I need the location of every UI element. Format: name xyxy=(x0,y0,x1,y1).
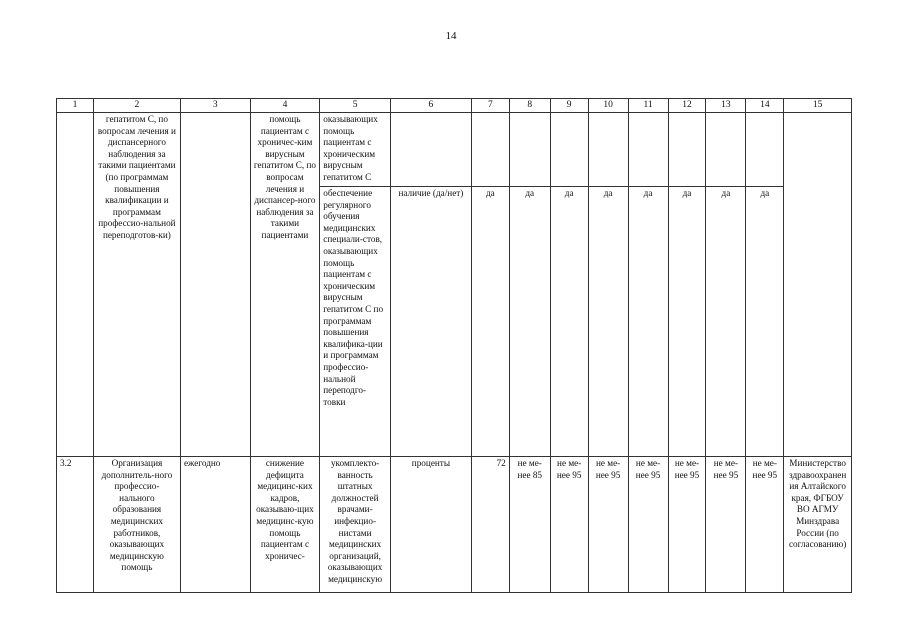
header-cell: 6 xyxy=(390,99,471,113)
header-cell: 11 xyxy=(628,99,668,113)
table-cell xyxy=(550,113,588,187)
header-cell: 12 xyxy=(668,99,706,113)
header-cell: 3 xyxy=(180,99,250,113)
table-cell: да xyxy=(550,187,588,457)
table-cell: 3.2 xyxy=(57,457,94,593)
table-cell: снижение дефицита медицинс-ких кадров, оказываю-щих медицинс-кую помощь пациентам с хроничес- xyxy=(250,457,320,593)
table-cell: да xyxy=(668,187,706,457)
table-cell: не ме-нее 95 xyxy=(668,457,706,593)
table-cell: да xyxy=(746,187,784,457)
table-cell: не ме-нее 95 xyxy=(746,457,784,593)
plan-table xyxy=(56,98,852,593)
table-cell: оказывающих помощь пациентам с хроническим вирусным гепатитом С xyxy=(320,113,391,187)
page-number: 14 xyxy=(445,30,457,42)
table-cell: Организация дополнитель-ного профессио-нального образования медицинских работников, оказывающих медицинскую помощь xyxy=(93,457,180,593)
table-cell xyxy=(390,113,471,187)
header-cell: 2 xyxy=(93,99,180,113)
table-cell: не ме-нее 95 xyxy=(628,457,668,593)
table-cell xyxy=(628,113,668,187)
table-cell xyxy=(588,113,628,187)
header-cell: 5 xyxy=(320,99,391,113)
table-cell xyxy=(746,113,784,187)
table-cell: гепатитом С, по вопросам лечения и диспансерного наблюдения за такими пациентами (по программам повышения квалификации и программам профессио-нальной переподготов-ки) xyxy=(93,113,180,457)
table-cell: да xyxy=(509,187,550,457)
table-cell: да xyxy=(706,187,746,457)
table-cell: не ме-нее 95 xyxy=(706,457,746,593)
table-cell: проценты xyxy=(390,457,471,593)
table-cell: Министерство здравоохранения Алтайского края, ФГБОУ ВО АГМУ Минздрава России (по согласованию) xyxy=(784,457,852,593)
table-cell xyxy=(784,113,852,457)
header-cell: 13 xyxy=(706,99,746,113)
table-cell xyxy=(706,113,746,187)
header-row xyxy=(57,99,852,113)
header-cell: 7 xyxy=(471,99,509,113)
table-cell: помощь пациентам с хроничес-ким вирусным гепатитом С, по вопросам лечения и диспансер-ного наблюдения за такими пациентами xyxy=(250,113,320,457)
table-cell: да xyxy=(628,187,668,457)
table-cell: не ме-нее 95 xyxy=(588,457,628,593)
table-cell xyxy=(668,113,706,187)
header-cell: 15 xyxy=(784,99,852,113)
table-cell: 72 xyxy=(471,457,509,593)
table-cell xyxy=(471,113,509,187)
header-cell: 9 xyxy=(550,99,588,113)
table-cell xyxy=(180,113,250,457)
table-row xyxy=(57,113,852,187)
table-cell: наличие (да/нет) xyxy=(390,187,471,457)
table-row xyxy=(57,457,852,593)
table-cell: да xyxy=(471,187,509,457)
header-cell: 8 xyxy=(509,99,550,113)
table-cell: не ме-нее 85 xyxy=(509,457,550,593)
header-cell: 14 xyxy=(746,99,784,113)
header-cell: 4 xyxy=(250,99,320,113)
table-cell: да xyxy=(588,187,628,457)
table-cell xyxy=(509,113,550,187)
table-cell: укомплекто-ванность штатных должностей врачами-инфекцио-нистами медицинских организаций, оказывающих медицинскую xyxy=(320,457,391,593)
table-cell xyxy=(57,113,94,457)
header-cell: 10 xyxy=(588,99,628,113)
table-cell: ежегодно xyxy=(180,457,250,593)
table-cell: не ме-нее 95 xyxy=(550,457,588,593)
table-cell: обеспечение регулярного обучения медицинских специали-стов, оказывающих помощь пациентам с хроническим вирусным гепатитом С по программам повышения квалифика-ции и программам профессио-нальной переподго-товки xyxy=(320,187,391,457)
header-cell: 1 xyxy=(57,99,94,113)
